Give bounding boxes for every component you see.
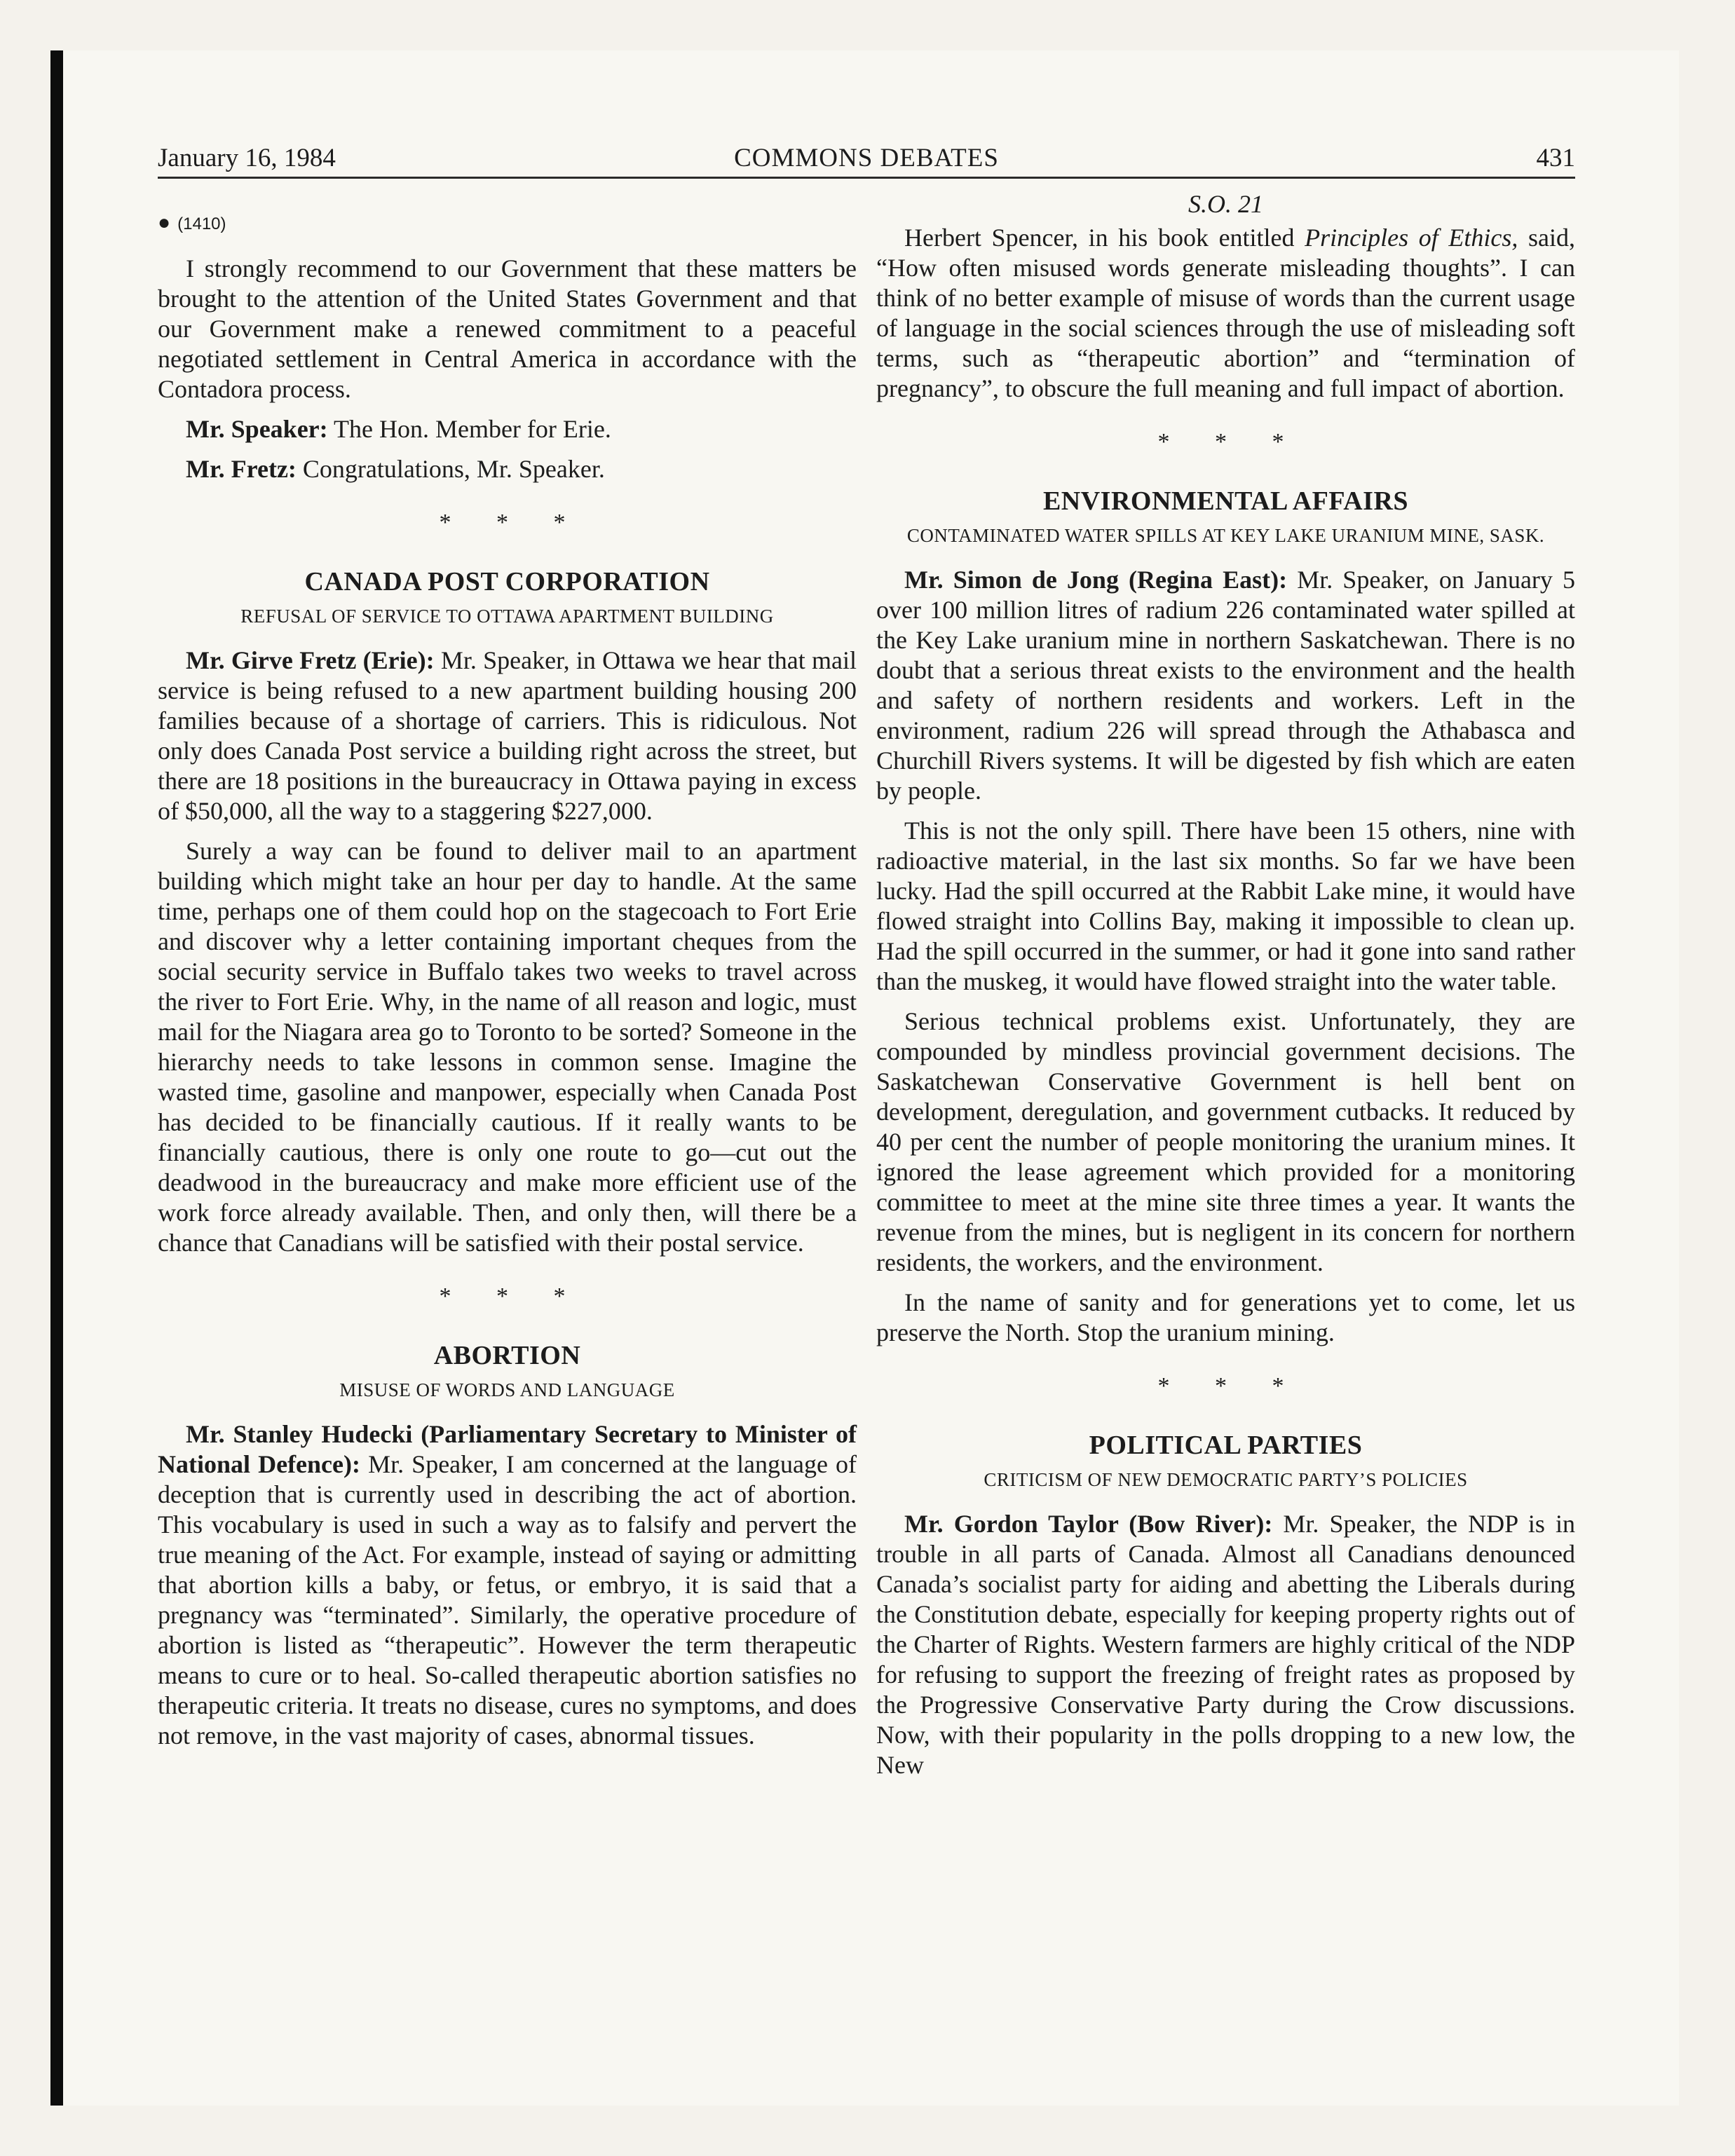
paragraph: In the name of sanity and for generations yet to come, let us preserve the North. Stop the uranium mining. — [876, 1288, 1575, 1346]
speech-text: Mr. Speaker, the NDP is in trouble in all parts of Canada. Almost all Canadians denounced Canada’s socialist party for aiding and abetting the Liberals during the Constitution debate, especially for keeping property rights out of the Charter of Rights. Western farmers are highly critical of the NDP for refusing to support the freezing of freight rates as proposed by the Progressive Conservative Party during the Crow discussions. Now, with their popularity in the polls dropping to a new low, the New — [876, 1510, 1576, 1779]
paragraph: I strongly recommend to our Government that these matters be brought to the attention of the United States Government and that our Government make a renewed commitment to a peaceful negotiated settlement in Central America in accordance with the Contadora process. — [158, 254, 857, 403]
section-subtitle: REFUSAL OF SERVICE TO OTTAWA APARTMENT BUILDING — [240, 606, 774, 627]
paragraph: Serious technical problems exist. Unfortunately, they are compounded by mindless provincial government decisions. The Saskatchewan Conservative Government is hell bent on development, deregulation, and government cutbacks. It reduced by 40 per cent the number of people monitoring the uranium mines. It ignored the lease agreement which provided for a monitoring committee to meet at the mine site three times a year. It wants the revenue from the mines, but is negligent in its concern for northern residents, the workers, and the environment. — [876, 1007, 1575, 1276]
speaker-name: Mr. Girve Fretz (Erie): — [186, 646, 435, 674]
speaker-name: Mr. Stanley Hudecki (Parliamentary Secretary to Minister of National Defence): — [158, 1420, 857, 1478]
speaker-name: Mr. Gordon Taylor (Bow River): — [904, 1510, 1273, 1538]
right-column — [876, 189, 1575, 1790]
speaker-name: Mr. Speaker: — [186, 415, 328, 443]
paragraph: This is not the only spill. There have been 15 others, nine with radioactive material, in the last six months. So far we have been lucky. Had the spill occurred at the Rabbit Lake mine, it would have flowed straight into Collins Bay, making it impossible to clean up. Had the spill occurred in the summer, or had it gone into sand rather than the muskeg, it would have flowed straight into the water table. — [876, 817, 1575, 995]
bullet-icon: ● — [158, 211, 171, 234]
speech-text: Mr. Speaker, in Ottawa we hear that mail service is being refused to a new apartment building housing 200 families because of a shortage of carriers. This is ridiculous. Not only does Canada Post service a building right across the street, but there are 18 positions in the bureaucracy in Ottawa paying in excess of $50,000, all the way to a staggering $227,000. — [158, 646, 857, 825]
section-title: CANADA POST CORPORATION — [304, 567, 710, 596]
speech-text: Mr. Speaker, I am concerned at the language of deception that is currently used in describing the act of abortion. This vocabulary is used in such a way as to falsify and pervert the true meaning of the Act. For example, instead of saying or admitting that abortion kills a baby, or fetus, or embryo, it is said that a pregnancy was “terminated”. Similarly, the operative procedure of abortion is listed as “therapeutic”. However the term therapeutic means to cure or to heal. So-called therapeutic abortion satisfies no therapeutic criteria. It treats no disease, cures no symptoms, and does not remove, in the vast majority of cases, abnormal tissues. — [158, 1450, 857, 1749]
speech-text: Mr. Speaker, on January 5 over 100 million litres of radium 226 contaminated water spilled at the Key Lake uranium mine in northern Saskatchewan. There is no doubt that a serious threat exists to the environment and the health and safety of northern residents and workers. Left in the environment, radium 226 will spread through the Athabasca and Churchill Rivers systems. It will be digested by fish which are eaten by people. — [876, 566, 1576, 805]
section-separator: * * * — [439, 510, 585, 535]
header-journal-title: COMMONS DEBATES — [734, 144, 999, 172]
section-subtitle: MISUSE OF WORDS AND LANGUAGE — [339, 1379, 675, 1400]
timestamp-text: (1410) — [177, 214, 226, 233]
paragraph — [876, 223, 1575, 404]
section-title: ABORTION — [433, 1341, 581, 1370]
paragraph — [158, 1419, 857, 1751]
section-title: ENVIRONMENTAL AFFAIRS — [1042, 486, 1409, 516]
speaker-line — [158, 414, 857, 444]
paragraph — [158, 646, 857, 826]
header-page-number: 431 — [1536, 144, 1575, 172]
header-date: January 16, 1984 — [158, 144, 336, 172]
book-title: Principles of Ethics, — [1305, 224, 1518, 252]
speaker-name: Mr. Fretz: — [186, 455, 297, 483]
speech-text: said, “How often misused words generate misleading thoughts”. I can think of no better example of misuse of words than the current usage of language in the social sciences through the use of misleading soft terms, such as “therapeutic abortion” and “termination of pregnancy”, to obscure the full meaning and full impact of abortion. — [876, 224, 1576, 402]
timestamp — [158, 209, 857, 238]
section-separator: * * * — [1157, 429, 1304, 455]
section-subtitle: CONTAMINATED WATER SPILLS AT KEY LAKE URANIUM MINE, SASK. — [906, 525, 1545, 546]
scan-edge — [50, 50, 63, 2106]
speech-text: Herbert Spencer, in his book entitled — [904, 224, 1295, 252]
speaker-text: The Hon. Member for Erie. — [334, 415, 611, 443]
standing-order-label: S.O. 21 — [1188, 190, 1263, 218]
speaker-text: Congratulations, Mr. Speaker. — [302, 455, 605, 483]
paragraph: Surely a way can be found to deliver mail to an apartment building which might take an hour per day to handle. At the same time, perhaps one of them could hop on the stagecoach to Fort Erie and discover why a letter containing important cheques from the social security service in Buffalo takes two weeks to travel across the river to Fort Erie. Why, in the name of all reason and logic, must mail for the Niagara area go to Toronto to be sorted? Someone in the hierarchy needs to take lessons in common sense. Imagine the wasted time, gasoline and manpower, especially when Canada Post has decided to be financially cautious. If it really wants to be financially cautious, there is only one route to go—cut out the deadwood in the bureaucracy and make more efficient use of the work force already available. Then, and only then, will there be a chance that Canadians will be satisfied with their postal service. — [158, 837, 857, 1257]
section-subtitle: CRITICISM OF NEW DEMOCRATIC PARTY’S POLICIES — [984, 1469, 1468, 1490]
section-separator: * * * — [439, 1283, 585, 1309]
section-separator: * * * — [1157, 1373, 1304, 1399]
speaker-name: Mr. Simon de Jong (Regina East): — [904, 566, 1288, 594]
paragraph — [876, 1509, 1575, 1780]
section-title: POLITICAL PARTIES — [1089, 1431, 1363, 1460]
paragraph — [876, 565, 1575, 806]
page-header — [158, 140, 1575, 179]
left-column — [158, 189, 857, 1761]
speaker-line — [158, 454, 857, 484]
